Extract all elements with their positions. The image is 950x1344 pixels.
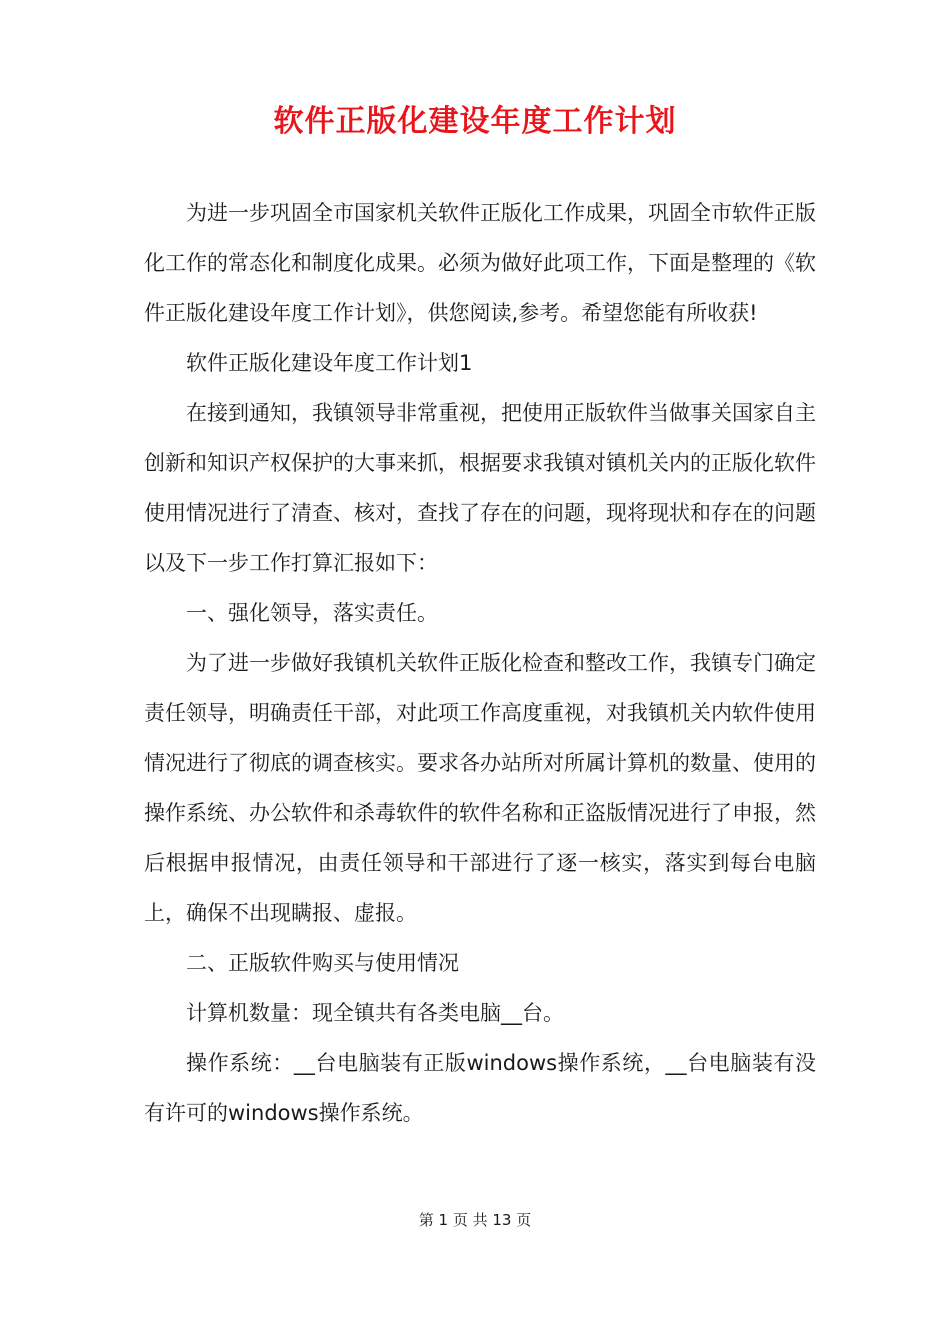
- body-paragraph: 操作系统：__台电脑装有正版windows操作系统，__台电脑装有没有许可的windows操作系统。: [144, 1051, 816, 1125]
- subsection-heading: 二、正版软件购买与使用情况: [186, 951, 459, 975]
- page-footer: 第 1 页 共 13 页: [418, 1211, 532, 1229]
- document-title: 软件正版化建设年度工作计划: [273, 104, 677, 139]
- document-body: [144, 188, 816, 1138]
- intro-paragraph: 为进一步巩固全市国家机关软件正版化工作成果，巩固全市软件正版化工作的常态化和制度化成果。必须为做好此项工作，下面是整理的《软件正版化建设年度工作计划》，供您阅读,参考。希望您能有所收获!: [144, 201, 816, 325]
- body-paragraph: 计算机数量：现全镇共有各类电脑__台。: [186, 1001, 564, 1025]
- subsection-heading: 一、强化领导，落实责任。: [186, 601, 438, 625]
- section-heading: 软件正版化建设年度工作计划1: [186, 351, 473, 375]
- body-paragraph: 在接到通知，我镇领导非常重视，把使用正版软件当做事关国家自主创新和知识产权保护的大事来抓，根据要求我镇对镇机关内的正版化软件使用情况进行了清查、核对，查找了存在的问题，现将现状和存在的问题以及下一步工作打算汇报如下：: [144, 401, 816, 575]
- body-paragraph: 为了进一步做好我镇机关软件正版化检查和整改工作，我镇专门确定责任领导，明确责任干部，对此项工作高度重视，对我镇机关内软件使用情况进行了彻底的调查核实。要求各办站所对所属计算机的数量、使用的操作系统、办公软件和杀毒软件的软件名称和正盗版情况进行了申报，然后根据申报情况，由责任领导和干部进行了逐一核实，落实到每台电脑上，确保不出现瞒报、虚报。: [144, 651, 816, 925]
